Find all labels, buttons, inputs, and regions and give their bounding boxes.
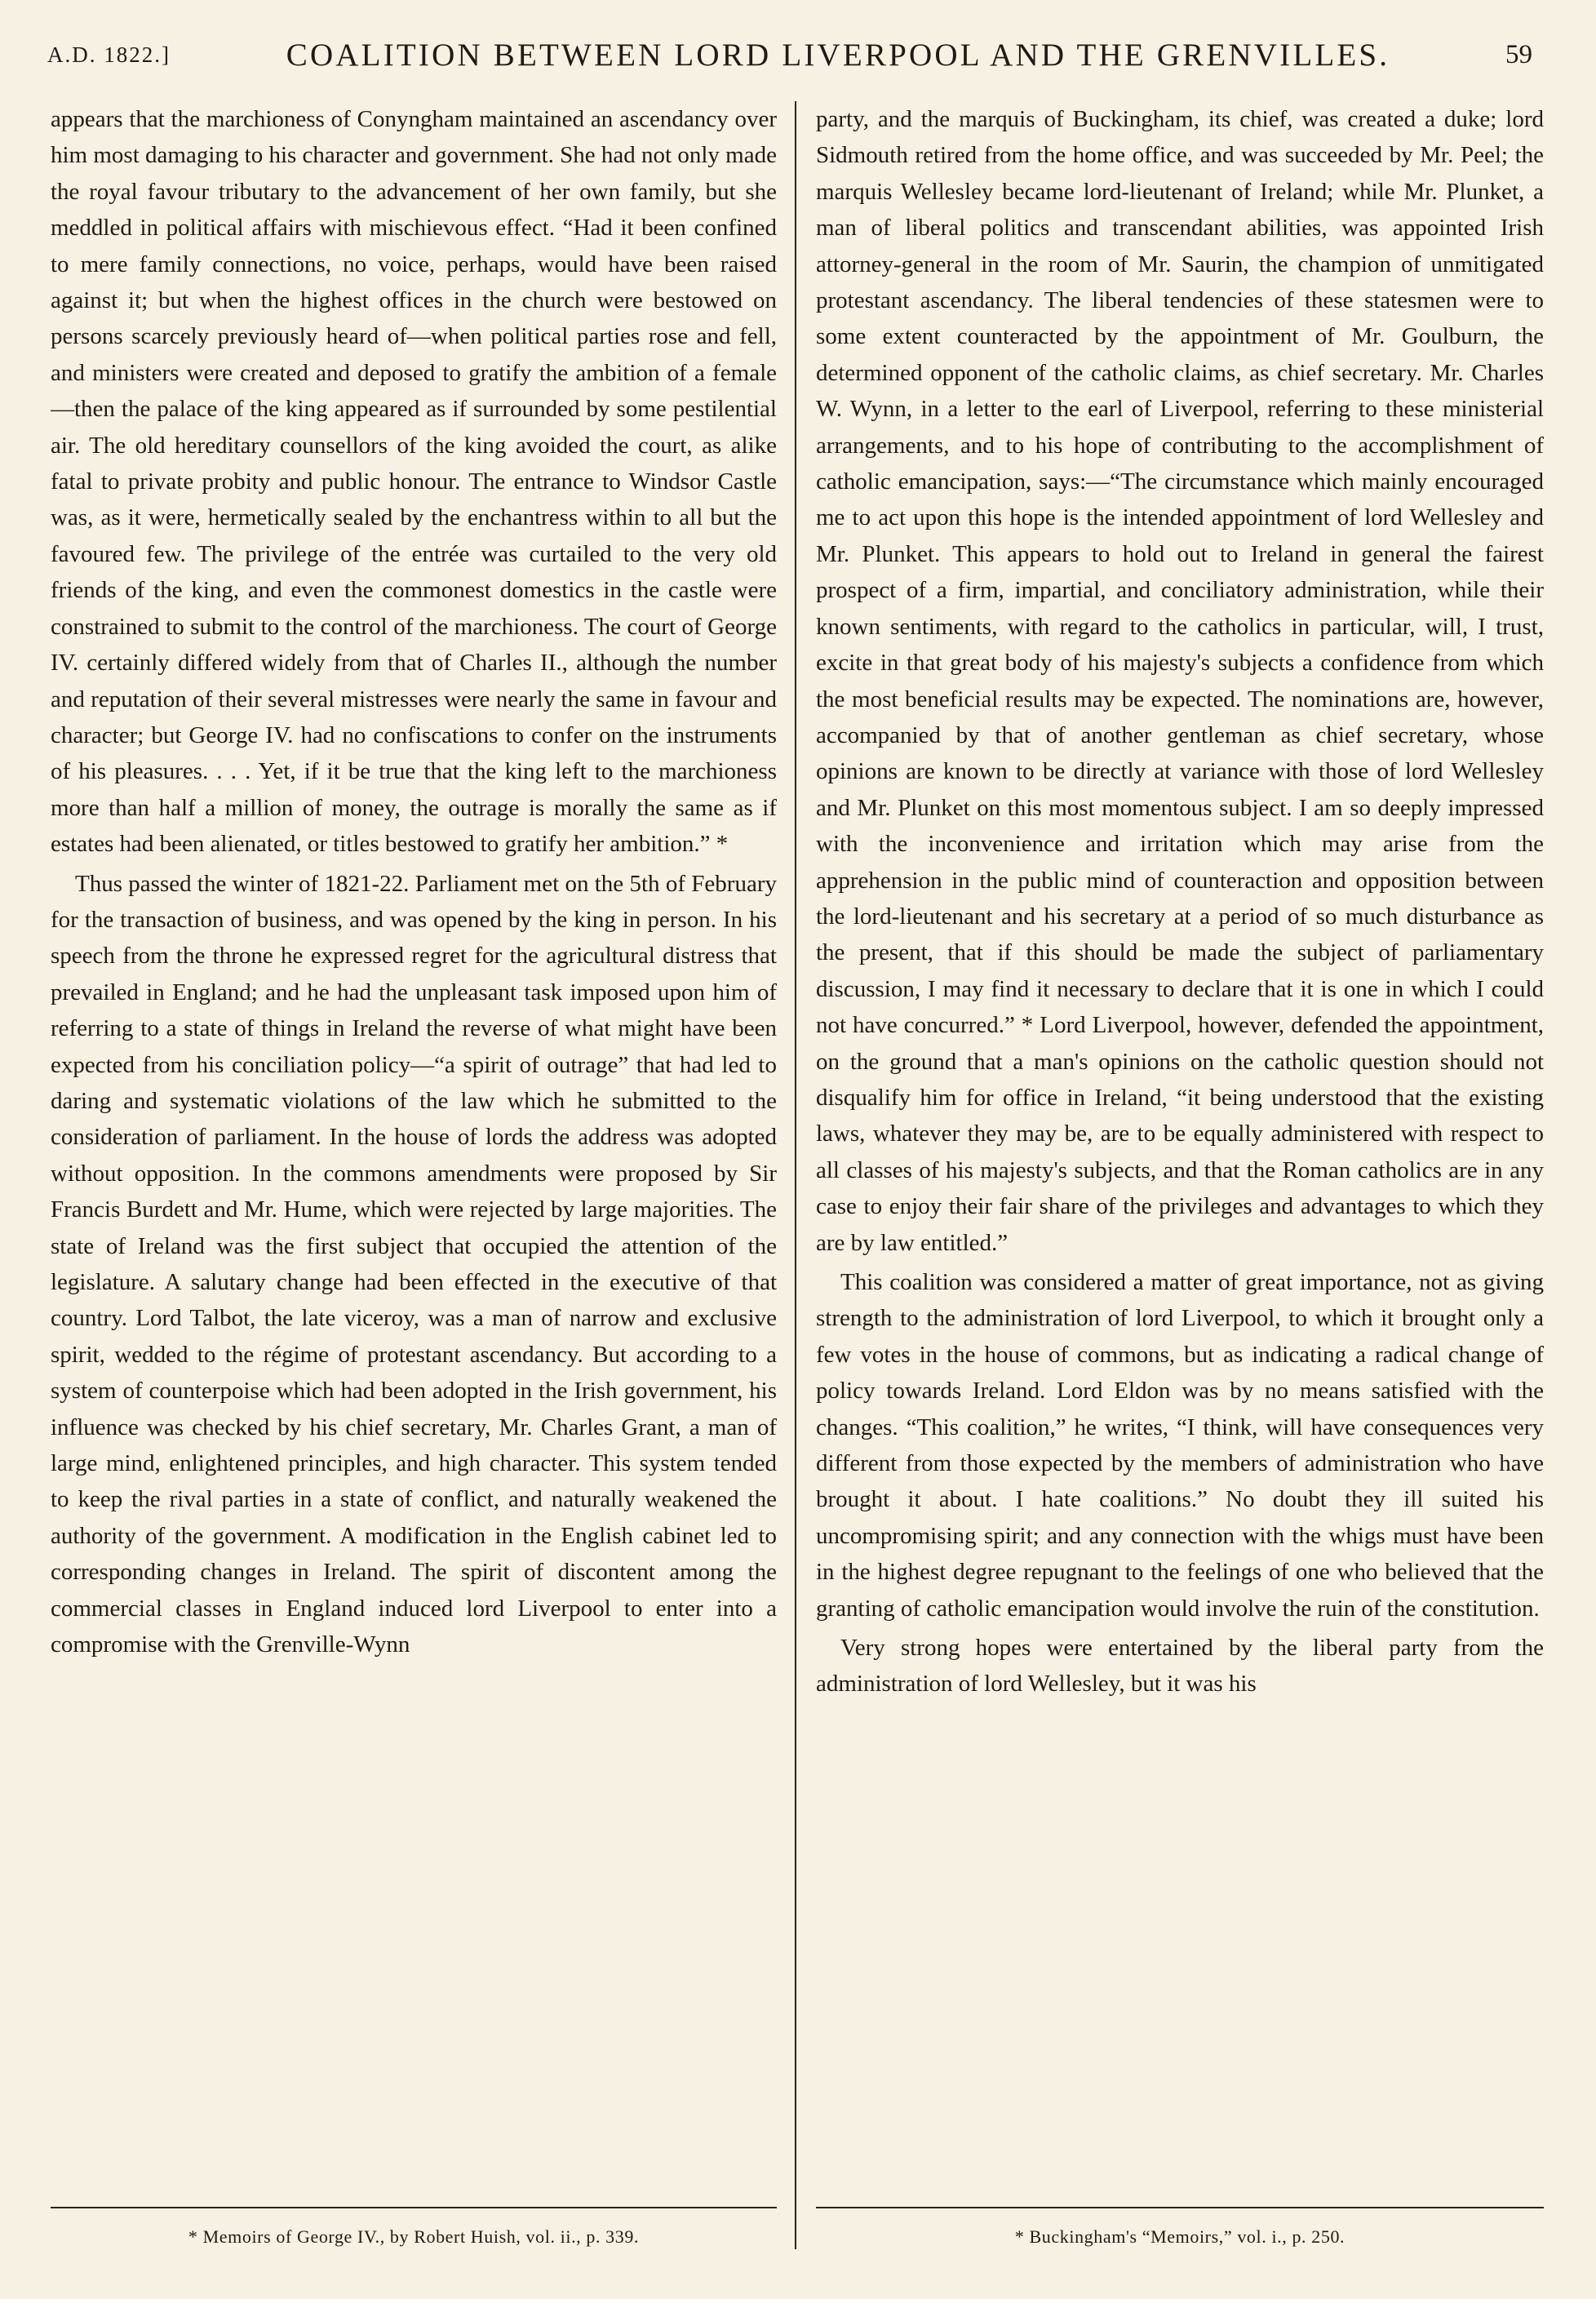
footnote-left: * Memoirs of George IV., by Robert Huish, vol. ii., p. 339. [188,2226,640,2247]
right-paragraph-3: Very strong hopes were entertained by the liberal party from the administration of lord Wellesley, but it was his [816,1635,1544,1698]
left-paragraph-2: Thus passed the winter of 1821-22. Parliament met on the 5th of February for the transaction of business, and was opened by the king in person. In his speech from the throne he expressed regret for the agricultural distress that prevailed in England; and he had the unpleasant task imposed upon him of referring to a state of things in Ireland the reverse of what might have been expected from his conciliation policy—“a spirit of outrage” that had led to daring and systematic violations of the law which he submitted to the consideration of parliament. In the house of lords the address was adopted without opposition. In the commons amendments were proposed by Sir Francis Burdett and Mr. Hume, which were rejected by large majorities. The state of Ireland was the first subject that occupied the attention of the legislature. A salutary change had been effected in the executive of that country. Lord Talbot, the late viceroy, was a man of narrow and exclusive spirit, wedded to the régime of protestant ascendancy. But according to a system of counterpoise which had been adopted in the Irish government, his influence was checked by his chief secretary, Mr. Charles Grant, a man of large mind, enlightened principles, and high character. This system tended to keep the rival parties in a state of conflict, and naturally weakened the authority of the government. A modification in the English cabinet led to corresponding changes in Ireland. The spirit of discontent among the commercial classes in England induced lord Liverpool to enter into a compromise with the Grenville-Wynn [51,870,777,1658]
column-divider [795,101,796,2249]
running-head-title: COALITION BETWEEN LORD LIVERPOOL AND THE GRENVILLES. [286,37,1390,73]
right-column [816,101,1544,2190]
footnote-rule-right [816,2207,1544,2208]
footnote-rule-left [51,2207,777,2208]
running-head-date: A.D. 1822.] [47,42,171,67]
page-number: 59 [1505,39,1532,69]
running-head [47,29,1532,80]
right-paragraph-1: party, and the marquis of Buckingham, its chief, was created a duke; lord Sidmouth retired from the home office, and was succeeded by Mr. Peel; the marquis Wellesley became lord-lieutenant of Ireland; while Mr. Plunket, a man of liberal politics and transcendant abilities, was appointed Irish attorney-general in the room of Mr. Saurin, the champion of unmitigated protestant ascendancy. The liberal tendencies of these statesmen were to some extent counteracted by the appointment of Mr. Goulburn, the determined opponent of the catholic claims, as chief secretary. Mr. Charles W. Wynn, in a letter to the earl of Liverpool, referring to these ministerial arrangements, and to his hope of contributing to the accomplishment of catholic emancipation, says:—“The circumstance which mainly encouraged me to act upon this hope is the intended appointment of lord Wellesley and Mr. Plunket. This appears to hold out to Ireland in general the fairest prospect of a firm, impartial, and conciliatory administration, while their known sentiments, with regard to the catholics in particular, will, I trust, excite in that great body of his majesty's subjects a confidence from which the most beneficial results may be expected. The nominations are, however, accompanied by that of another gentleman as chief secretary, whose opinions are known to be directly at variance with those of lord Wellesley and Mr. Plunket on this most momentous subject. I am so deeply impressed with the inconvenience and irritation which may arise from the apprehension in the public mind of counteraction and opposition between the lord-lieutenant and his secretary at a period of so much disturbance as the present, that if this should be made the subject of parliamentary discussion, I may find it necessary to declare that it is one in which I could not have concurred.” * Lord Liverpool, however, defended the appointment, on the ground that a man's opinions on the catholic question should not disqualify him for office in Ireland, “it being understood that the existing laws, whatever they may be, are to be equally administered with respect to all classes of his majesty's subjects, and that the Roman catholics are in any case to enjoy their fair share of the privileges and advantages to which they are by law entitled.” [816,106,1544,1256]
footnote-right: * Buckingham's “Memoirs,” vol. i., p. 250. [1014,2226,1346,2247]
right-paragraph-2: This coalition was considered a matter of great importance, not as giving strength to the administration of lord Liverpool, to which it brought only a few votes in the house of commons, but as indicating a radical change of policy towards Ireland. Lord Eldon was by no means satisfied with the changes. “This coalition,” he writes, “I think, will have consequences very different from those expected by the members of administration who have brought it about. I hate coalitions.” No doubt they ill suited his uncompromising spirit; and any connection with the whigs must have been in the highest degree repugnant to the feelings of one who believed that the granting of catholic emancipation would involve the ruin of the constitution. [816,1269,1544,1622]
left-paragraph-1: appears that the marchioness of Conyngham maintained an ascendancy over him most damaging to his character and government. She had not only made the royal favour tributary to the advancement of her own family, but she meddled in political affairs with mischievous effect. “Had it been confined to mere family connections, no voice, perhaps, would have been raised against it; but when the highest offices in the church were bestowed on persons scarcely previously heard of—when political parties rose and fell, and ministers were created and deposed to gratify the ambition of a female—then the palace of the king appeared as if surrounded by some pestilential air. The old hereditary counsellors of the king avoided the court, as alike fatal to private probity and public honour. The entrance to Windsor Castle was, as it were, hermetically sealed by the enchantress within to all but the favoured few. The privilege of the entrée was curtailed to the very old friends of the king, and even the commonest domestics in the castle were constrained to submit to the control of the marchioness. The court of George IV. certainly differed widely from that of Charles II., although the number and reputation of their several mistresses were nearly the same in favour and character; but George IV. had no confiscations to confer on the instruments of his pleasures. . . . Yet, if it be true that the king left to the marchioness more than half a million of money, the outrage is morally the same as if estates had been alienated, or titles bestowed to gratify her ambition.” * [51,106,777,858]
left-column [51,101,777,2190]
